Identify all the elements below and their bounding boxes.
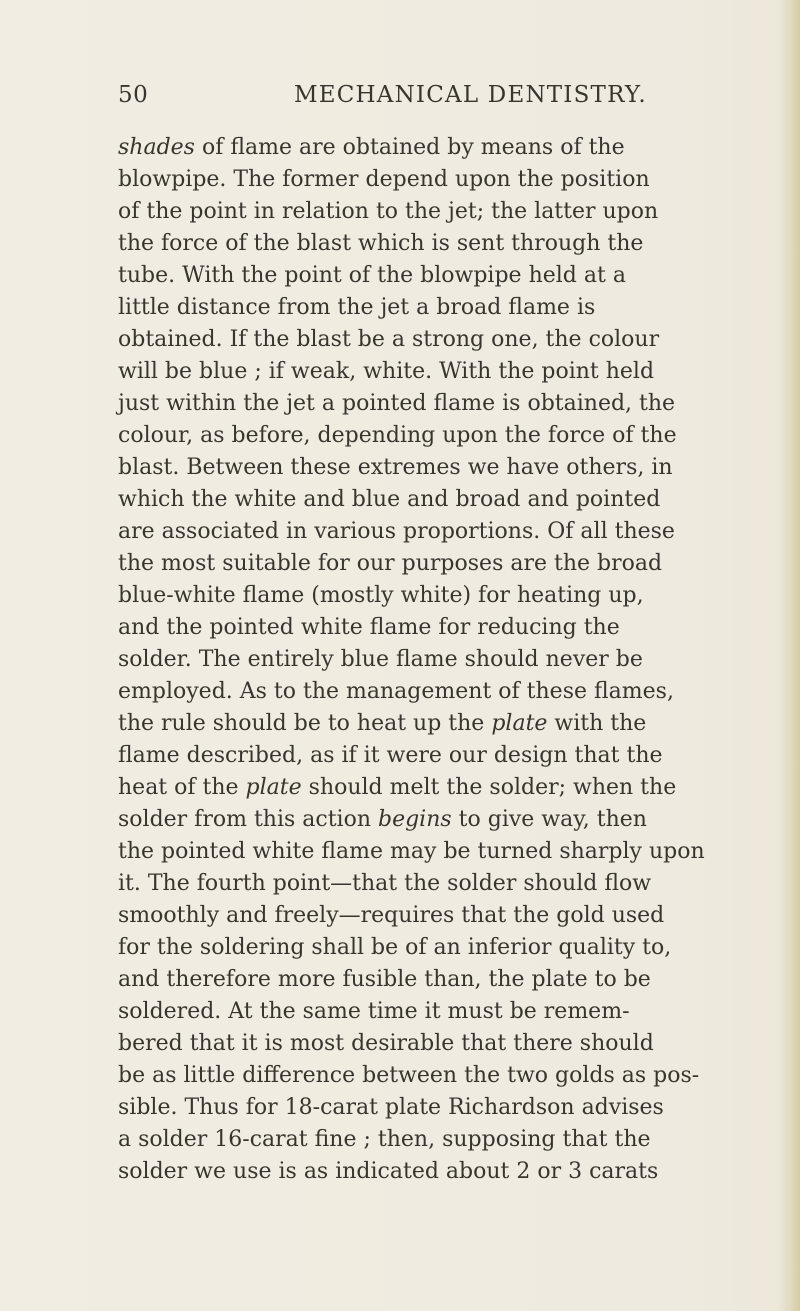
text-segment: heat of the (118, 775, 246, 800)
text-segment: be as little difference between the two golds as pos- (118, 1063, 700, 1088)
text-line (118, 580, 718, 612)
text-segment: for the soldering shall be of an inferior quality to, (118, 935, 672, 960)
text-line (118, 1028, 718, 1060)
text-line (118, 420, 718, 452)
page-edge-shadow (778, 0, 800, 1311)
text-segment: bered that it is most desirable that there should (118, 1031, 654, 1056)
text-segment: solder. The entirely blue flame should never be (118, 647, 643, 672)
text-line (118, 804, 718, 836)
text-line (118, 164, 718, 196)
text-line (118, 452, 718, 484)
text-segment: a solder 16-carat fine ; then, supposing that the (118, 1127, 651, 1152)
text-segment: obtained. If the blast be a strong one, the colour (118, 327, 660, 352)
text-segment: blast. Between these extremes we have others, in (118, 455, 673, 480)
text-line (118, 1156, 718, 1188)
text-segment: should melt the solder; when the (301, 775, 677, 800)
italic-word: shades (118, 135, 195, 160)
body-text (118, 132, 718, 1188)
text-segment: the rule should be to heat up the (118, 711, 492, 736)
text-segment: with the (547, 711, 647, 736)
text-segment: solder we use is as indicated about 2 or 3 carats (118, 1159, 659, 1184)
text-segment: are associated in various proportions. Of all these (118, 519, 675, 544)
text-line (118, 1060, 718, 1092)
text-line (118, 932, 718, 964)
text-segment: blue-white flame (mostly white) for heating up, (118, 583, 644, 608)
text-line (118, 548, 718, 580)
text-line (118, 1124, 718, 1156)
text-line (118, 836, 718, 868)
text-line (118, 740, 718, 772)
text-line (118, 292, 718, 324)
text-segment: employed. As to the management of these flames, (118, 679, 674, 704)
text-segment: flame described, as if it were our design that the (118, 743, 663, 768)
text-segment: it. The fourth point—that the solder should flow (118, 871, 652, 896)
text-line (118, 644, 718, 676)
text-line (118, 1092, 718, 1124)
text-line (118, 612, 718, 644)
text-segment: just within the jet a pointed flame is obtained, the (118, 391, 676, 416)
text-line (118, 228, 718, 260)
text-line (118, 964, 718, 996)
text-segment: of the point in relation to the jet; the latter upon (118, 199, 659, 224)
text-line (118, 900, 718, 932)
text-line (118, 516, 718, 548)
text-segment: soldered. At the same time it must be remem- (118, 999, 630, 1024)
text-line (118, 196, 718, 228)
text-segment: the most suitable for our purposes are the broad (118, 551, 663, 576)
text-segment: tube. With the point of the blowpipe held at a (118, 263, 626, 288)
text-segment: which the white and blue and broad and pointed (118, 487, 661, 512)
italic-word: plate (245, 775, 302, 800)
italic-word: begins (378, 807, 452, 832)
text-line (118, 260, 718, 292)
text-segment: will be blue ; if weak, white. With the point held (118, 359, 655, 384)
text-line (118, 132, 718, 164)
italic-word: plate (491, 711, 548, 736)
page-number: 50 (118, 82, 149, 108)
text-line (118, 676, 718, 708)
text-segment: to give way, then (451, 807, 647, 832)
text-segment: and therefore more fusible than, the plate to be (118, 967, 651, 992)
text-segment: colour, as before, depending upon the force of the (118, 423, 677, 448)
text-line (118, 708, 718, 740)
running-head: MECHANICAL DENTISTRY. (294, 82, 647, 108)
text-line (118, 996, 718, 1028)
text-line (118, 388, 718, 420)
text-segment: little distance from the jet a broad flame is (118, 295, 596, 320)
text-segment: the force of the blast which is sent through the (118, 231, 644, 256)
text-segment: blowpipe. The former depend upon the position (118, 167, 650, 192)
text-segment: smoothly and freely—requires that the gold used (118, 903, 665, 928)
text-line (118, 772, 718, 804)
text-line (118, 356, 718, 388)
text-segment: solder from this action (118, 807, 378, 832)
text-segment: and the pointed white flame for reducing the (118, 615, 620, 640)
text-segment: sible. Thus for 18-carat plate Richardson advises (118, 1095, 664, 1120)
page-header (118, 82, 700, 114)
text-segment: the pointed white flame may be turned sharply upon (118, 839, 705, 864)
text-line (118, 324, 718, 356)
text-line (118, 484, 718, 516)
text-segment: of flame are obtained by means of the (194, 135, 625, 160)
text-line (118, 868, 718, 900)
